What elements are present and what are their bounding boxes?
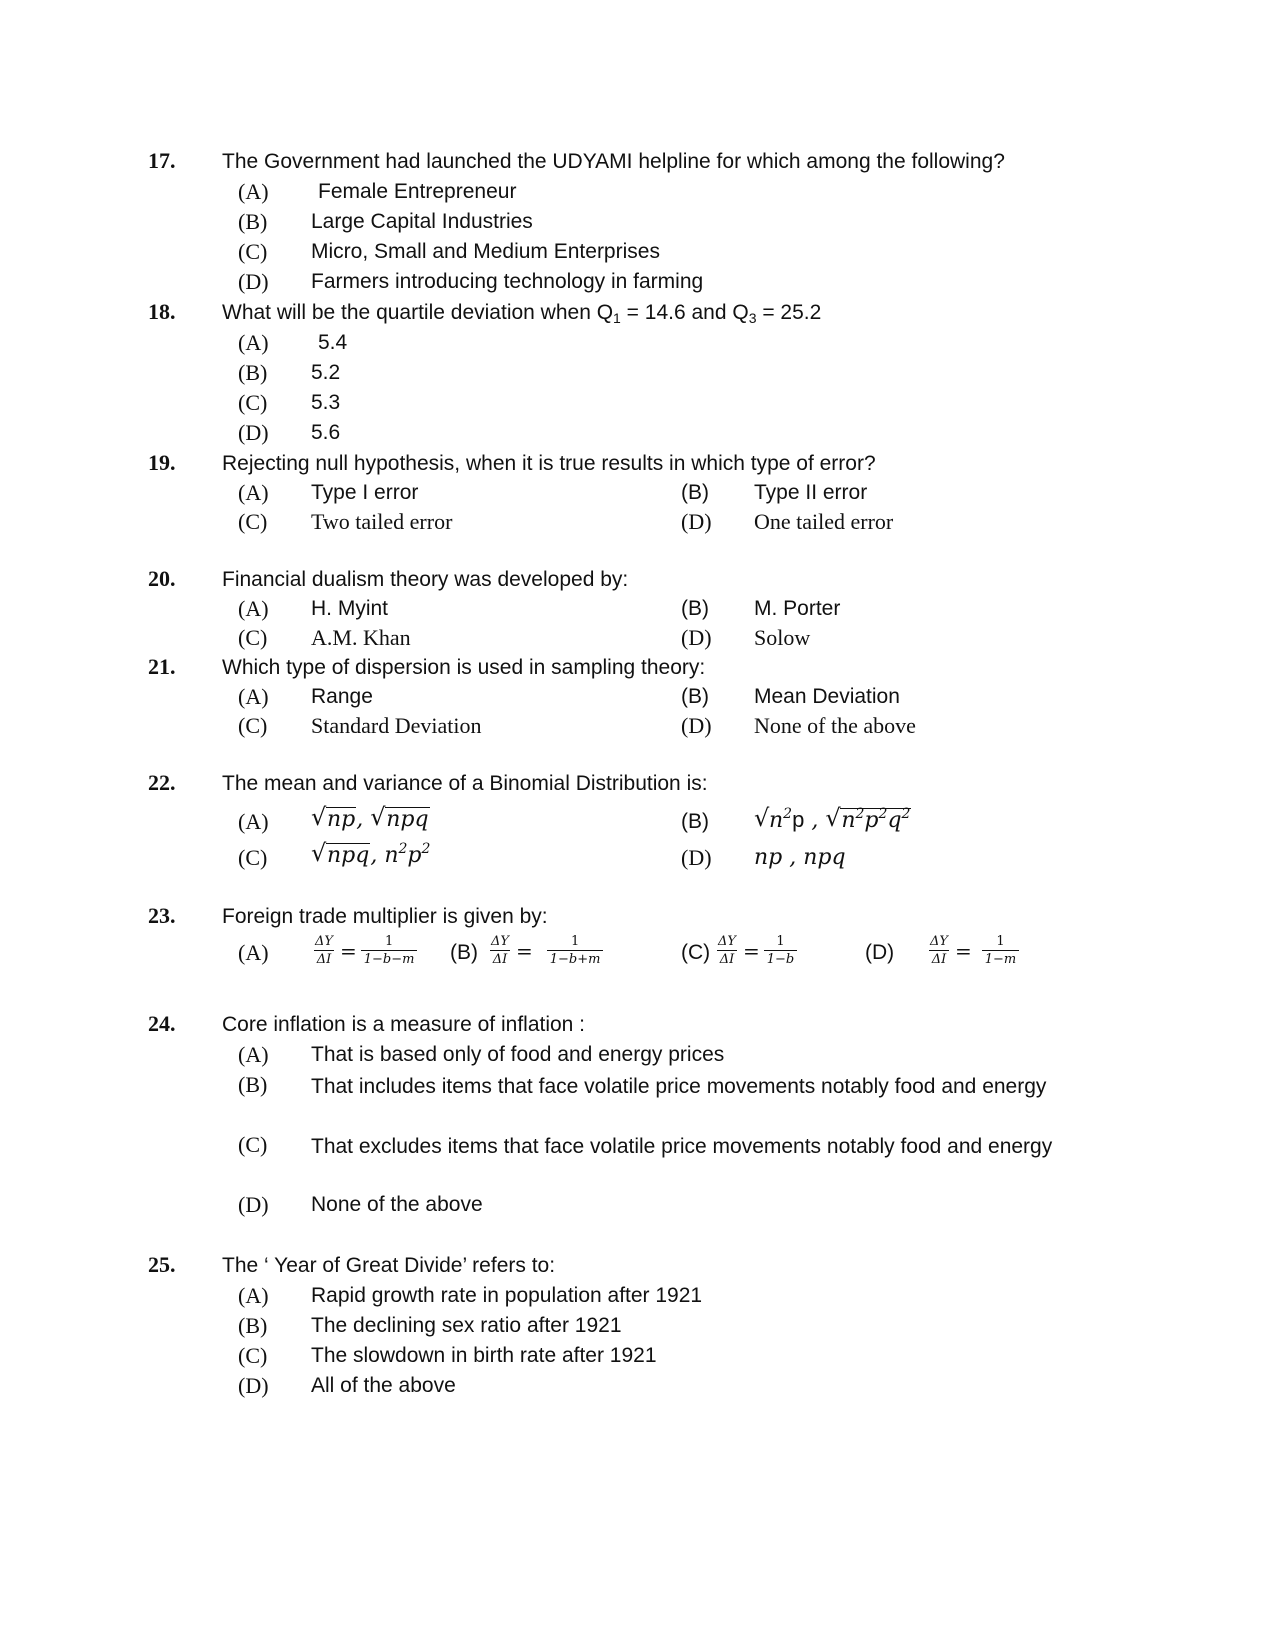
- option-text: 5.4: [318, 331, 348, 354]
- subscript: 3: [748, 310, 757, 326]
- option-label: (B): [450, 941, 478, 964]
- question-number: 23.: [148, 903, 176, 928]
- option-text: Farmers introducing technology in farming: [311, 270, 704, 293]
- option-text: H. Myint: [311, 597, 389, 620]
- option-text: None of the above: [754, 713, 916, 738]
- option-text: That is based only of food and energy prices: [311, 1043, 725, 1066]
- formula-multiplier-a: $\frac{\Delta Y}{\Delta I}$ = $\frac{1}{1-b-m}$: [310, 934, 419, 967]
- question-text: Foreign trade multiplier is given by:: [222, 905, 548, 928]
- option-label: (C): [238, 625, 268, 650]
- question-number: 19.: [148, 450, 176, 475]
- question-number: 17.: [148, 148, 176, 173]
- option-text: Female Entrepreneur: [318, 180, 517, 203]
- question-text: [222, 300, 821, 326]
- option-label: (C): [238, 845, 268, 870]
- question-text-part: = 25.2: [756, 301, 822, 324]
- option-label: (D): [238, 420, 269, 445]
- option-label: (B): [681, 810, 709, 833]
- option-label: (A): [238, 330, 269, 355]
- question-number: 25.: [148, 1252, 176, 1277]
- option-text: Rapid growth rate in population after 1921: [311, 1284, 703, 1307]
- question-number: 24.: [148, 1011, 176, 1036]
- option-text: Large Capital Industries: [311, 210, 533, 233]
- option-text: 5.6: [311, 421, 341, 444]
- option-label: (B): [681, 597, 709, 620]
- option-label: (A): [238, 1283, 269, 1308]
- option-label: (C): [238, 239, 268, 264]
- option-label: (A): [238, 179, 269, 204]
- option-label: (C): [238, 713, 268, 738]
- option-label: (D): [681, 713, 712, 738]
- question-text: The Government had launched the UDYAMI helpline for which among the following?: [222, 150, 1005, 173]
- option-label: (A): [238, 1042, 269, 1067]
- option-label: (A): [238, 684, 269, 709]
- option-label: (A): [238, 809, 269, 834]
- option-label: (D): [238, 1192, 269, 1217]
- option-text: 5.2: [311, 361, 341, 384]
- question-text-part: What will be the quartile deviation when Q: [222, 301, 614, 324]
- question-text: Rejecting null hypothesis, when it is true results in which type of error?: [222, 452, 876, 475]
- option-text: Type II error: [754, 481, 868, 504]
- option-label: (B): [681, 481, 709, 504]
- option-text: All of the above: [311, 1374, 456, 1397]
- formula-sqrt-npq-n2p2: √ npq, $n^2p^2$: [311, 839, 431, 868]
- option-label: (A): [238, 480, 269, 505]
- option-label: (D): [681, 509, 712, 534]
- option-text: The slowdown in birth rate after 1921: [311, 1344, 657, 1367]
- question-text-part: = 14.6 and Q: [620, 301, 749, 324]
- option-text: That excludes items that face volatile price movements notably food and energy: [311, 1135, 1053, 1158]
- option-label: (B): [238, 209, 268, 234]
- option-text: One tailed error: [754, 509, 894, 534]
- formula-sqrt-n2p-sqrt-n2p2q2: √ $n^2p$ , √ $n^2p^2q^2$: [754, 804, 911, 833]
- question-text: Financial dualism theory was developed by:: [222, 568, 629, 591]
- option-text: A.M. Khan: [311, 625, 411, 650]
- question-text: The mean and variance of a Binomial Distribution is:: [222, 772, 708, 795]
- question-number: 21.: [148, 654, 176, 679]
- question-number: 20.: [148, 566, 176, 591]
- question-text: The ‘ Year of Great Divide’ refers to:: [222, 1254, 556, 1277]
- option-label: (A): [238, 596, 269, 621]
- formula-multiplier-b: $\frac{\Delta Y}{\Delta I}$ = $\frac{1}{1-b+m}$: [486, 934, 605, 967]
- option-text: M. Porter: [754, 597, 841, 620]
- option-label: (B): [238, 1072, 268, 1097]
- question-number: 22.: [148, 770, 176, 795]
- option-text: None of the above: [311, 1193, 483, 1216]
- option-text: Solow: [754, 625, 811, 650]
- option-label: (C): [681, 941, 711, 964]
- option-label: (D): [681, 845, 712, 870]
- option-label: (D): [238, 269, 269, 294]
- option-label: (D): [681, 625, 712, 650]
- option-label: (C): [238, 1343, 268, 1368]
- question-number: 18.: [148, 299, 176, 324]
- option-label: (B): [238, 360, 268, 385]
- option-text: That includes items that face volatile price movements notably food and energy: [311, 1075, 1047, 1098]
- option-label: (B): [681, 685, 709, 708]
- formula-sqrt-np-sqrt-npq: √ np, √ npq: [311, 803, 429, 832]
- option-text: Micro, Small and Medium Enterprises: [311, 240, 660, 263]
- option-text: The declining sex ratio after 1921: [311, 1314, 622, 1337]
- option-text: Standard Deviation: [311, 713, 482, 738]
- option-label: (B): [238, 1313, 268, 1338]
- option-label: (C): [238, 390, 268, 415]
- formula-multiplier-d: $\frac{\Delta Y}{\Delta I}$ = $\frac{1}{1-m}$: [925, 934, 1021, 967]
- subscript: 1: [613, 310, 621, 326]
- option-text: 5.3: [311, 391, 341, 414]
- option-text: Two tailed error: [311, 509, 453, 534]
- option-label: (D): [238, 1373, 269, 1398]
- option-label: (C): [238, 1132, 268, 1157]
- option-label: (A): [238, 940, 269, 965]
- option-text: Type I error: [311, 481, 419, 504]
- question-text: Core inflation is a measure of inflation :: [222, 1013, 586, 1036]
- option-label: (C): [238, 509, 268, 534]
- option-label: (D): [865, 941, 895, 964]
- question-text: Which type of dispersion is used in sampling theory:: [222, 656, 706, 679]
- option-text: Mean Deviation: [754, 685, 900, 708]
- option-text: Range: [311, 685, 373, 708]
- option-text: np , npq: [754, 845, 846, 870]
- formula-multiplier-c: $\frac{\Delta Y}{\Delta I}$ = $\frac{1}{1-b}$: [713, 934, 799, 967]
